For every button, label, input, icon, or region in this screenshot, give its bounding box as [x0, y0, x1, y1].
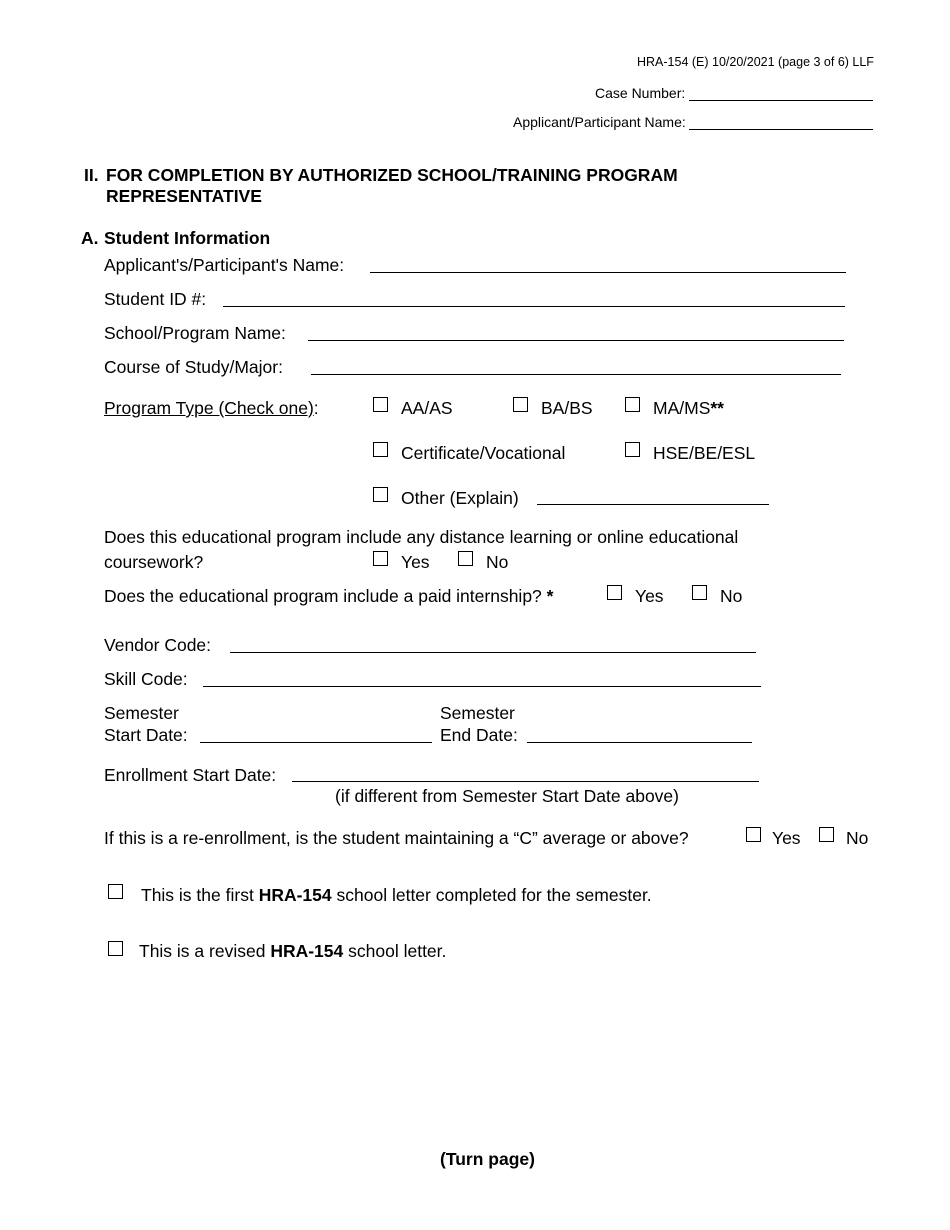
enrollment-note: (if different from Semester Start Date above)	[335, 786, 679, 806]
checkbox-certificate-vocational[interactable]	[373, 442, 388, 457]
school-name-label: School/Program Name:	[104, 323, 286, 343]
section-number: II.	[84, 165, 99, 185]
reenrollment-no-label: No	[846, 828, 869, 848]
form-identifier: HRA-154 (E) 10/20/2021 (page 3 of 6) LLF	[637, 55, 874, 69]
case-number-field[interactable]	[689, 100, 873, 101]
skill-code-field[interactable]	[203, 686, 761, 687]
first-letter-statement: This is the first HRA-154 school letter completed for the semester.	[141, 885, 652, 905]
turn-page-footer: (Turn page)	[440, 1149, 535, 1169]
distance-learning-question-line2: coursework?	[104, 552, 204, 572]
course-of-study-label: Course of Study/Major:	[104, 357, 283, 377]
reenrollment-yes-label: Yes	[772, 828, 801, 848]
section-title-line2: REPRESENTATIVE	[106, 186, 262, 206]
revised-letter-statement: This is a revised HRA-154 school letter.	[139, 941, 447, 961]
checkbox-other[interactable]	[373, 487, 388, 502]
vendor-code-label: Vendor Code:	[104, 635, 212, 655]
distance-learning-no-label: No	[486, 552, 509, 572]
checkbox-reenrollment-yes[interactable]	[746, 827, 761, 842]
checkbox-internship-no[interactable]	[692, 585, 707, 600]
checkbox-aa-as[interactable]	[373, 397, 388, 412]
skill-code-label: Skill Code:	[104, 669, 188, 689]
course-of-study-field[interactable]	[311, 374, 841, 375]
internship-yes-label: Yes	[635, 586, 664, 606]
internship-no-label: No	[720, 586, 743, 606]
checkbox-distance-learning-no[interactable]	[458, 551, 473, 566]
checkbox-ba-bs[interactable]	[513, 397, 528, 412]
subsection-title: Student Information	[104, 228, 271, 248]
option-certificate-label: Certificate/Vocational	[401, 443, 566, 463]
option-other-label: Other (Explain)	[401, 488, 519, 508]
distance-learning-yes-label: Yes	[401, 552, 430, 572]
applicant-name-field[interactable]	[370, 272, 846, 273]
option-aa-as-label: AA/AS	[401, 398, 453, 418]
checkbox-reenrollment-no[interactable]	[819, 827, 834, 842]
program-type-label: Program Type (Check one):	[104, 398, 319, 418]
subsection-letter: A.	[81, 228, 99, 248]
checkbox-internship-yes[interactable]	[607, 585, 622, 600]
checkbox-first-letter[interactable]	[108, 884, 123, 899]
option-ba-bs-label: BA/BS	[541, 398, 593, 418]
other-explain-field[interactable]	[537, 504, 769, 505]
checkbox-distance-learning-yes[interactable]	[373, 551, 388, 566]
semester-start-label-line1: Semester	[104, 703, 179, 723]
enrollment-start-date-field[interactable]	[292, 781, 759, 782]
checkbox-ma-ms[interactable]	[625, 397, 640, 412]
semester-start-date-field[interactable]	[200, 742, 432, 743]
option-ma-ms-label: MA/MS**	[653, 398, 724, 418]
semester-end-label-line2: End Date:	[440, 725, 518, 745]
reenrollment-question: If this is a re-enrollment, is the student maintaining a “C” average or above?	[104, 828, 689, 848]
checkbox-hse-be-esl[interactable]	[625, 442, 640, 457]
semester-end-date-field[interactable]	[527, 742, 752, 743]
option-hse-label: HSE/BE/ESL	[653, 443, 756, 463]
section-title-line1: FOR COMPLETION BY AUTHORIZED SCHOOL/TRAINING PROGRAM	[106, 165, 678, 185]
vendor-code-field[interactable]	[230, 652, 756, 653]
internship-question: Does the educational program include a paid internship? *	[104, 586, 554, 606]
student-id-field[interactable]	[223, 306, 845, 307]
applicant-name-label: Applicant's/Participant's Name:	[104, 255, 345, 275]
semester-end-label-line1: Semester	[440, 703, 515, 723]
distance-learning-question-line1: Does this educational program include any distance learning or online educational	[104, 527, 739, 547]
school-name-field[interactable]	[308, 340, 844, 341]
checkbox-revised-letter[interactable]	[108, 941, 123, 956]
student-id-label: Student ID #:	[104, 289, 207, 309]
semester-start-label-line2: Start Date:	[104, 725, 188, 745]
enrollment-start-label: Enrollment Start Date:	[104, 765, 277, 785]
case-number-label: Case Number:	[595, 85, 686, 101]
applicant-name-header-field[interactable]	[689, 129, 873, 130]
applicant-name-header-label: Applicant/Participant Name:	[513, 114, 686, 130]
